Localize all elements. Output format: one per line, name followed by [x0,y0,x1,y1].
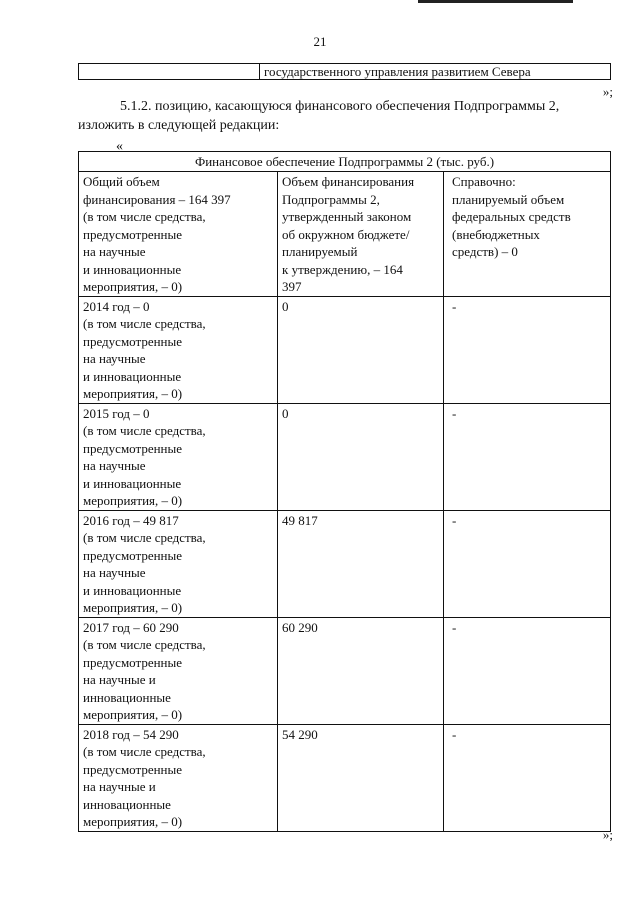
page-number: 21 [313,34,327,49]
row-2018-federal [444,724,611,831]
row-2015-subprogram [278,403,444,510]
table-row [79,510,611,617]
row-2014-total [79,296,278,403]
row-2016-total-text: 2016 год – 49 817 (в том числе средства, предусмотренные на научные и инновационные мероприятия, – 0) [83,512,206,615]
header-federal-funds [444,172,611,297]
row-2016-federal [444,510,611,617]
financing-table [78,151,611,832]
row-2017-federal [444,617,611,724]
scan-edge-mark [418,0,573,3]
table-header-row [79,172,611,297]
row-2017-total-text: 2017 год – 60 290 (в том числе средства, предусмотренные на научные и инновационные мероприятия, – 0) [83,619,206,722]
previous-table-fragment [78,63,611,80]
row-2014-federal [444,296,611,403]
row-2018-subprogram [278,724,444,831]
header-subprogram-financing-text: Объем финансирования Подпрограммы 2, утвержденный законом об окружном бюджете/ планируемый к утверждению, – 164 397 [282,174,415,294]
paragraph-line-2: изложить в следующей редакции: [78,118,280,133]
row-2014-federal-value: - [452,298,457,314]
row-2015-subprogram-value: 0 [282,405,289,421]
row-2018-total [79,724,278,831]
table-title: Финансовое обеспечение Подпрограммы 2 (тыс. руб.) [79,152,611,172]
closing-quote-mark-end: »; [602,827,613,842]
row-2017-total [79,617,278,724]
row-2016-subprogram [278,510,444,617]
row-2016-subprogram-value: 49 817 [282,512,318,528]
header-total-financing [79,172,278,297]
row-2015-total-text: 2015 год – 0 (в том числе средства, предусмотренные на научные и инновационные мероприятия, – 0) [83,405,206,508]
closing-quote-mark: »; [602,84,613,99]
row-2016-total [79,510,278,617]
row-2018-total-text: 2018 год – 54 290 (в том числе средства, предусмотренные на научные и инновационные мероприятия, – 0) [83,726,206,829]
table-row [79,296,611,403]
row-2015-federal-value: - [452,405,457,421]
table-row [79,403,611,510]
column-divider [259,64,260,79]
row-2014-subprogram-value: 0 [282,298,289,314]
row-2017-subprogram-value: 60 290 [282,619,318,635]
table-row [79,724,611,831]
header-subprogram-financing [278,172,444,297]
row-2017-federal-value: - [452,619,457,635]
row-2018-federal-value: - [452,726,457,742]
header-total-financing-text: Общий объем финансирования – 164 397 (в том числе средства, предусмотренные на научные и инновационные мероприятия, – 0) [83,174,231,294]
row-2018-subprogram-value: 54 290 [282,726,318,742]
row-2015-total [79,403,278,510]
header-federal-funds-text: Справочно: планируемый объем федеральных средств (внебюджетных средств) – 0 [452,174,571,259]
opening-quote-mark: « [116,139,123,154]
row-2014-total-text: 2014 год – 0 (в том числе средства, предусмотренные на научные и инновационные мероприятия, – 0) [83,298,206,401]
table-row [79,617,611,724]
row-2015-federal [444,403,611,510]
row-2016-federal-value: - [452,512,457,528]
row-2017-subprogram [278,617,444,724]
row-2014-subprogram [278,296,444,403]
table-title-row [79,152,611,172]
paragraph-line-1: 5.1.2. позицию, касающуюся финансового обеспечения Подпрограммы 2, [120,99,560,114]
previous-table-row-text: государственного управления развитием Севера [264,64,531,79]
